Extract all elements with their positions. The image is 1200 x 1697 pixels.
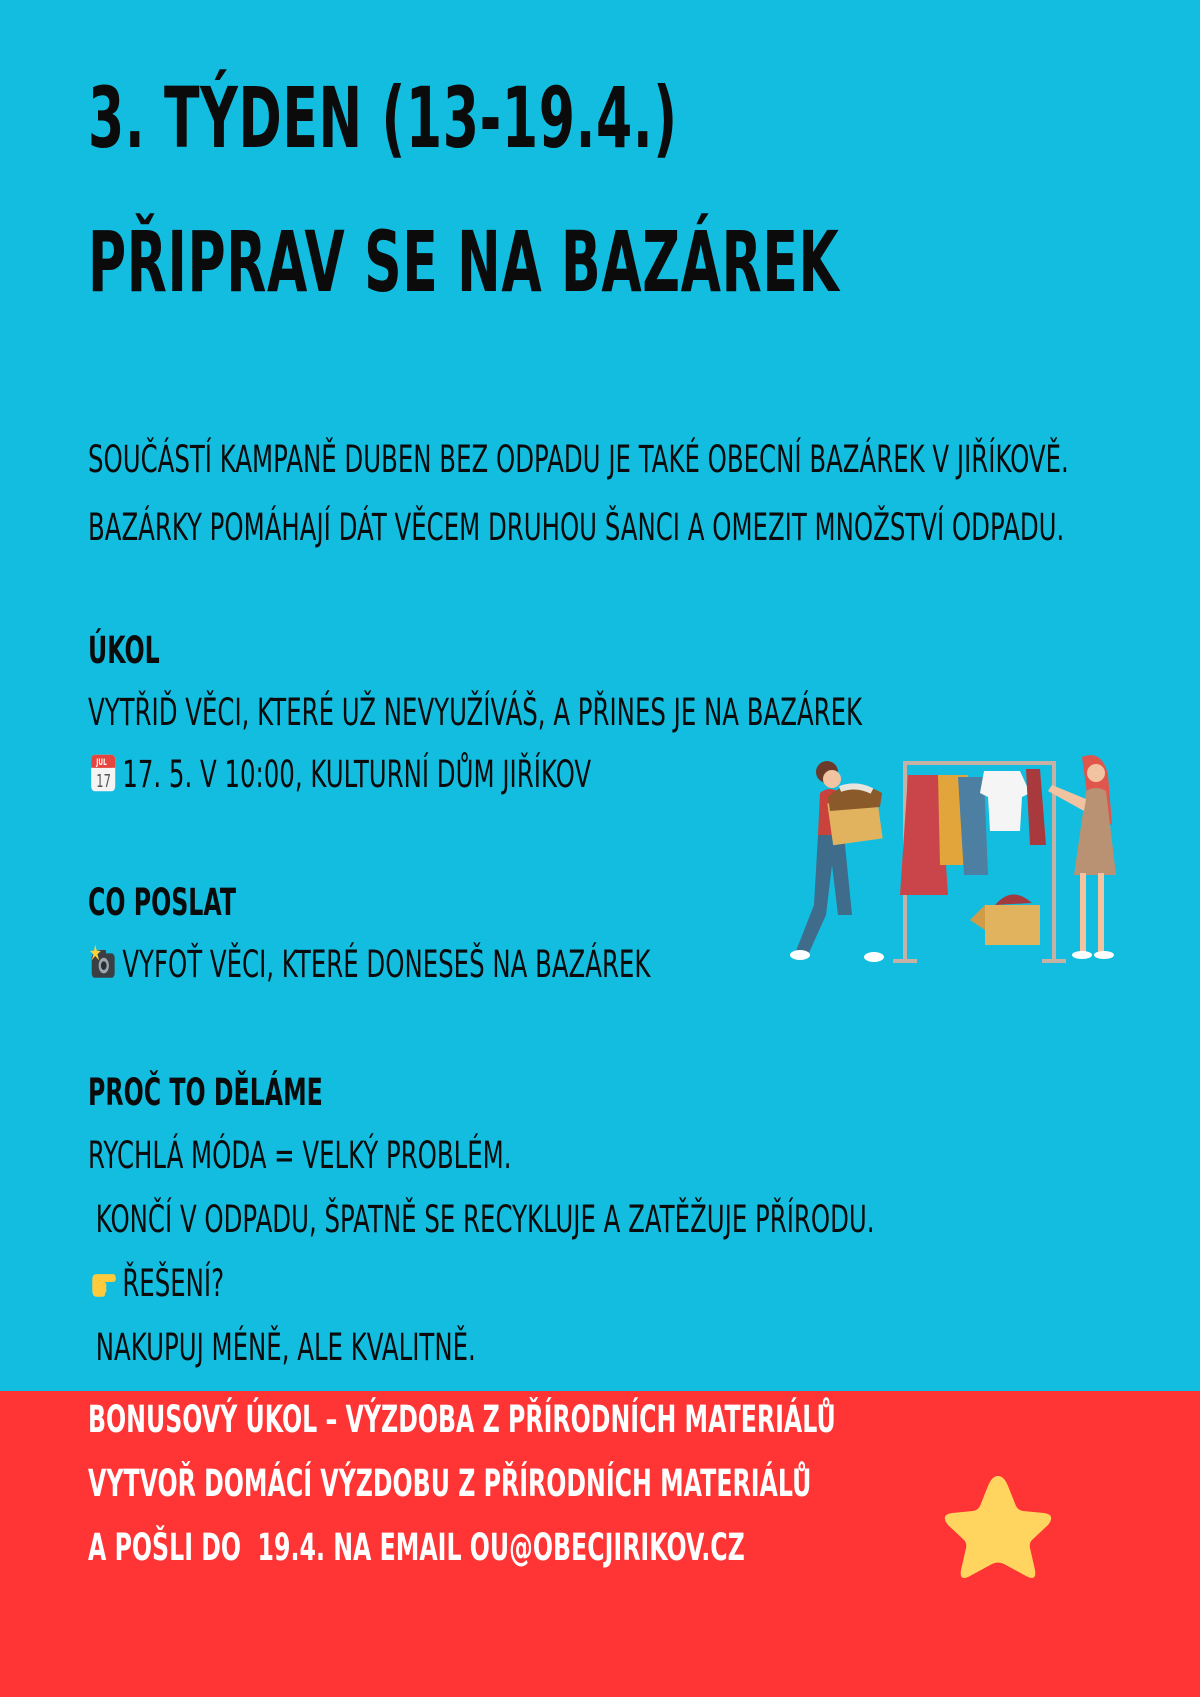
svg-text:17: 17 (96, 771, 111, 792)
woman-at-rack-icon (1048, 755, 1116, 959)
bonus-line-3: A POŠLI DO 19.4. NA EMAIL OU@OBECJIRIKOV.CZ (88, 1526, 745, 1569)
task-line-2 (88, 752, 591, 798)
calendar-icon (88, 753, 118, 793)
send-text: VYFOŤ VĚCI, KTERÉ DONESEŠ NA BAZÁREK (122, 943, 651, 986)
clothes-rack-illustration (790, 755, 1150, 995)
send-line-1 (88, 942, 650, 988)
star-icon (938, 1470, 1058, 1586)
task-line-1: VYTŘIĎ VĚCI, KTERÉ UŽ NEVYUŽÍVÁŠ, A PŘINES JE NA BAZÁREK (88, 691, 863, 734)
title-line-2: PŘIPRAV SE NA BAZÁREK (88, 213, 840, 311)
pointing-hand-icon (88, 1262, 118, 1302)
solution-text: ŘEŠENÍ? (122, 1262, 225, 1305)
svg-text:JUL: JUL (96, 756, 107, 768)
woman-with-box-icon (790, 761, 884, 962)
task-date-text: 17. 5. V 10:00, KULTURNÍ DŮM JIŘÍKOV (122, 753, 592, 796)
bonus-line-1: BONUSOVÝ ÚKOL – VÝZDOBA Z PŘÍRODNÍCH MATERIÁLŮ (88, 1398, 836, 1441)
title-line-1: 3. TÝDEN (13-19.4.) (88, 69, 678, 167)
why-line-3 (88, 1261, 224, 1307)
why-line-4: NAKUPUJ MÉNĚ, ALE KVALITNĚ. (88, 1326, 476, 1369)
send-heading: CO POSLAT (88, 881, 237, 924)
intro-line-2: BAZÁRKY POMÁHAJÍ DÁT VĚCEM DRUHOU ŠANCI A OMEZIT MNOŽSTVÍ ODPADU. (88, 506, 1065, 549)
why-heading: PROČ TO DĚLÁME (88, 1071, 323, 1114)
intro-line-1: SOUČÁSTÍ KAMPANĚ DUBEN BEZ ODPADU JE TAKÉ OBECNÍ BAZÁREK V JIŘÍKOVĚ. (88, 438, 1069, 481)
bonus-line-2: VYTVOŘ DOMÁCÍ VÝZDOBU Z PŘÍRODNÍCH MATERIÁLŮ (88, 1462, 812, 1505)
rack-icon (893, 761, 1066, 963)
why-line-2: KONČÍ V ODPADU, ŠPATNĚ SE RECYKLUJE A ZATĚŽUJE PŘÍRODU. (88, 1198, 875, 1241)
camera-flash-icon (88, 943, 118, 983)
why-line-1: RYCHLÁ MÓDA = VELKÝ PROBLÉM. (88, 1134, 512, 1177)
task-heading: ÚKOL (88, 629, 160, 672)
